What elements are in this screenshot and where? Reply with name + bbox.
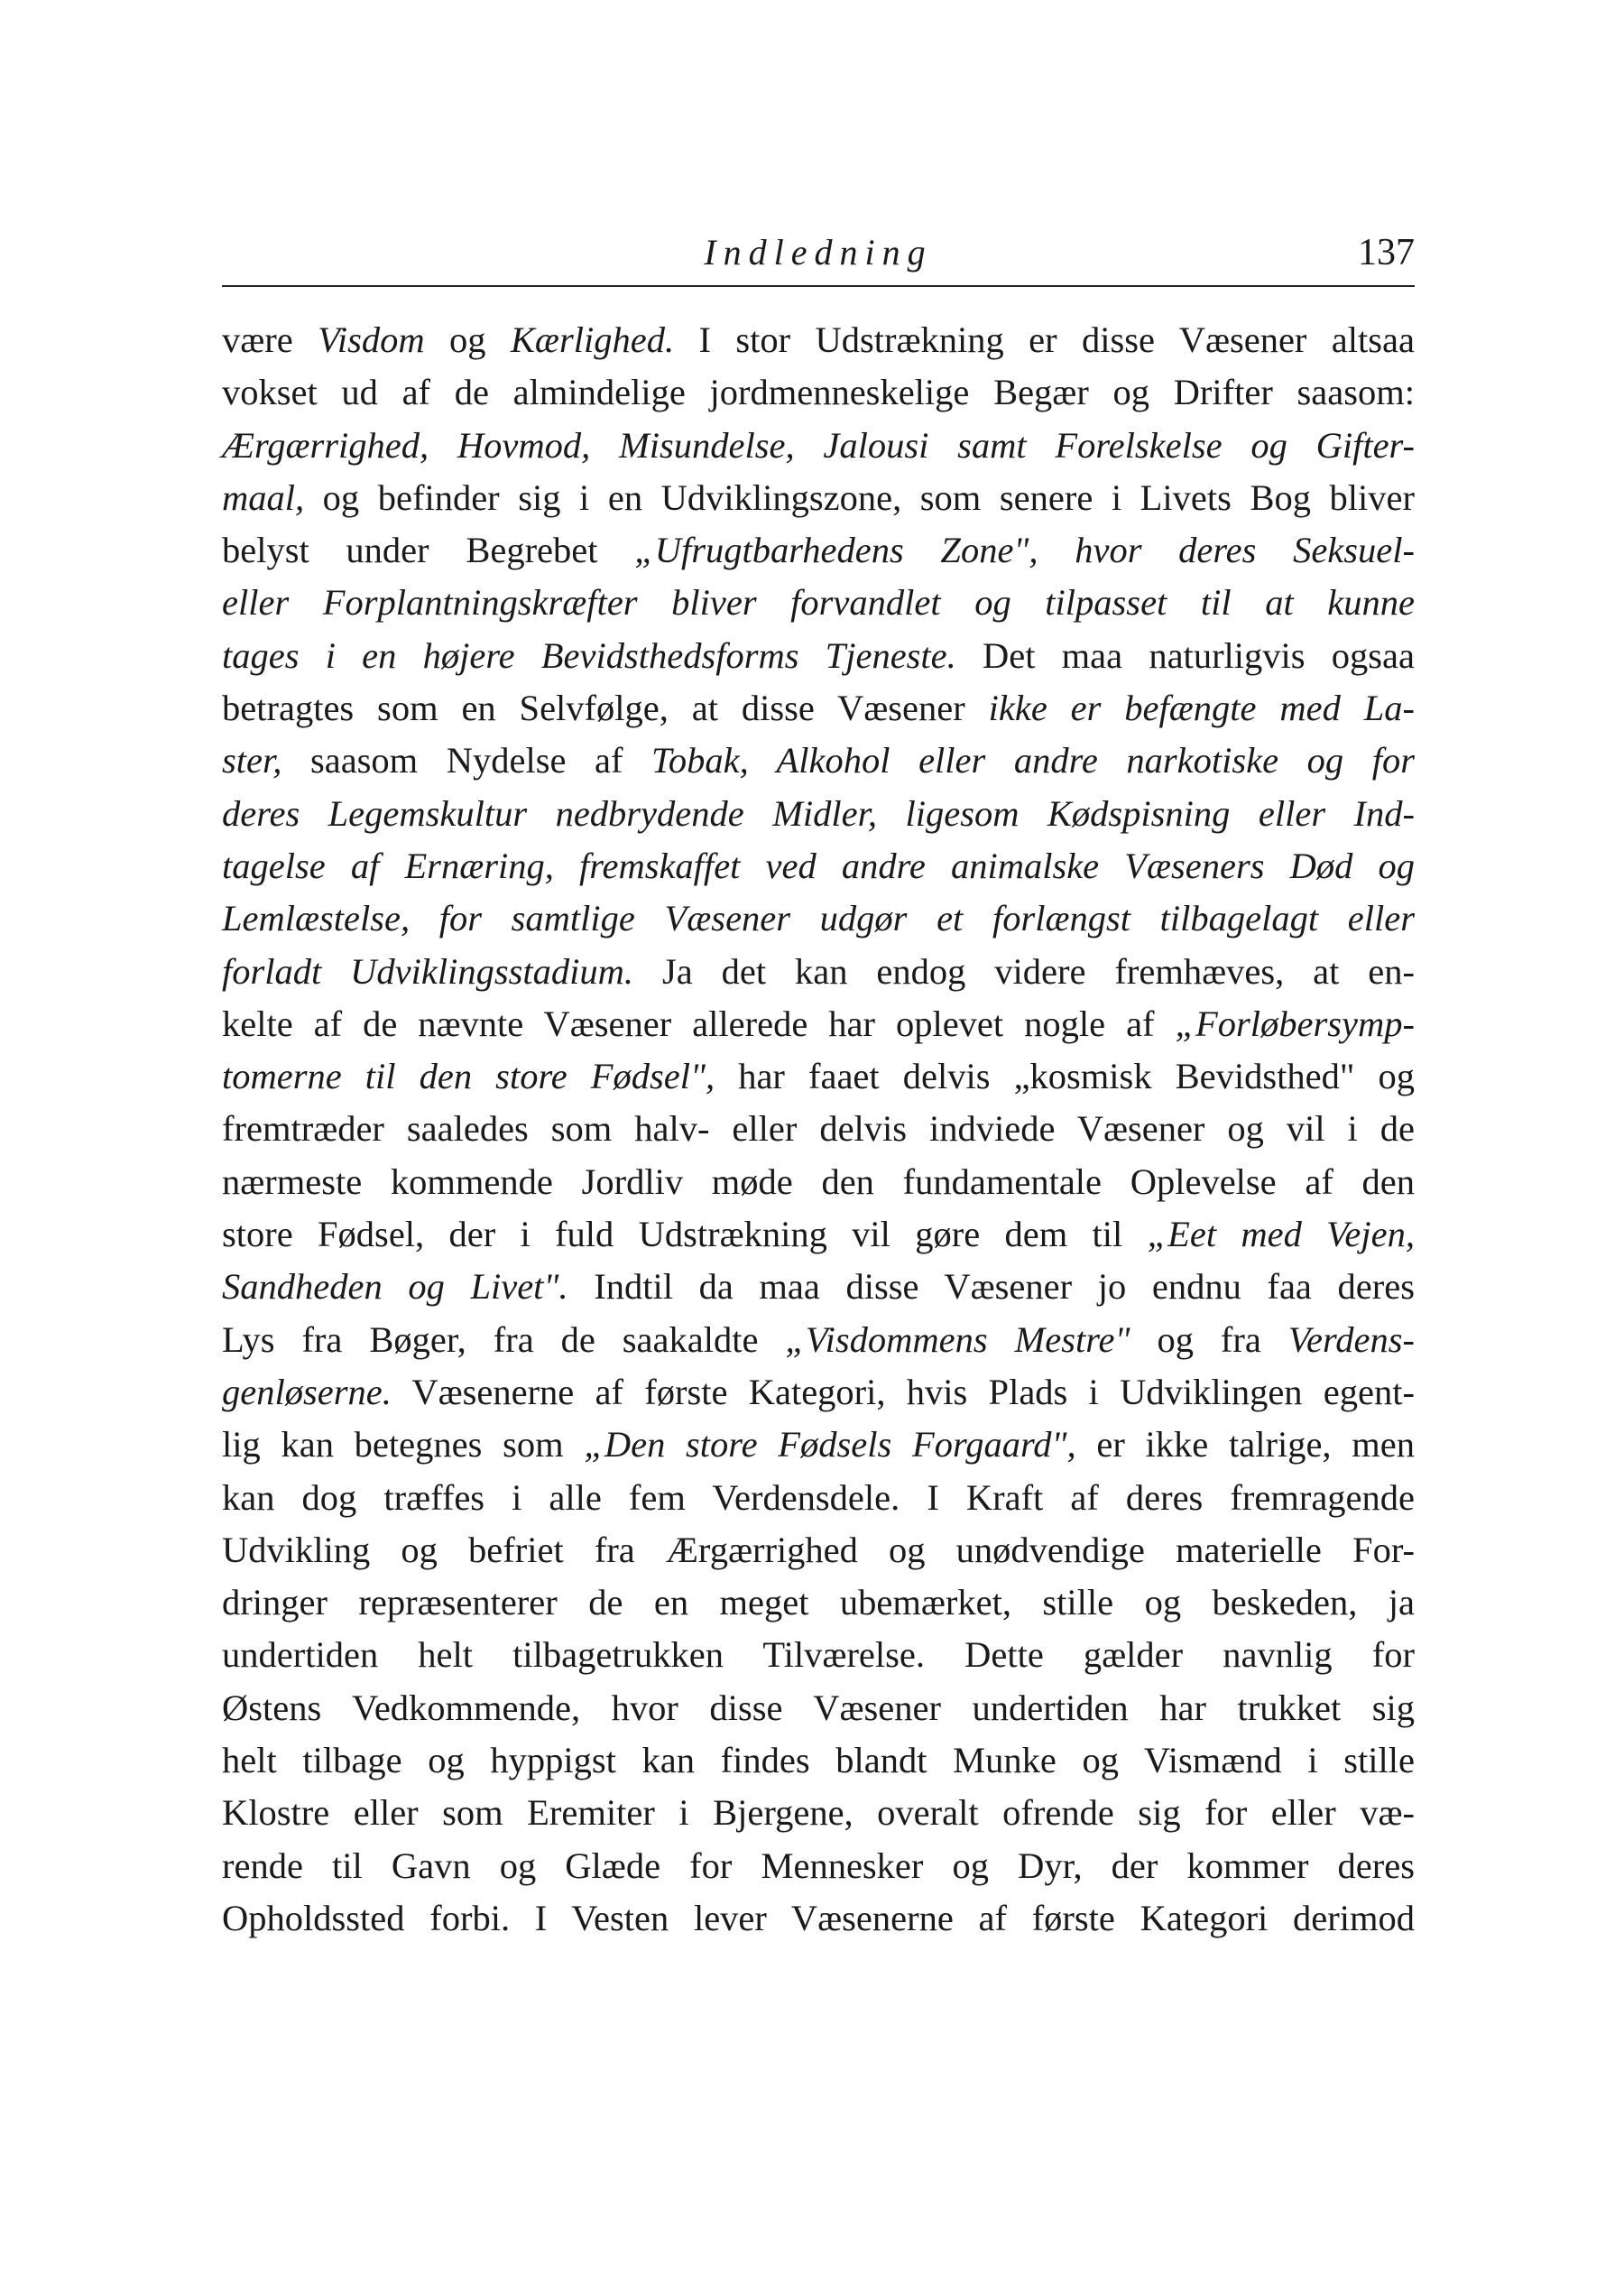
text-line: [222, 1892, 1415, 1945]
text-line: [222, 314, 1415, 366]
italic-segment: tagelse af Ernæring, fremskaffet ved andre animalske Væseners Død og: [222, 845, 1415, 886]
italic-segment: tomerne til den store Fødsel",: [222, 1056, 715, 1097]
text-segment: og fra: [1130, 1318, 1288, 1360]
italic-segment: „Eet med Vejen,: [1147, 1214, 1415, 1255]
text-segment: og: [424, 319, 511, 360]
italic-segment: genløserne.: [222, 1371, 392, 1412]
text-line: [222, 1682, 1415, 1734]
text-segment: Ja det kan endog videre fremhæves, at en-: [633, 950, 1416, 992]
text-line: [222, 946, 1415, 998]
text-segment: nærmeste kommende Jordliv møde den fundamentale Oplevelse af den: [222, 1160, 1415, 1202]
text-line: [222, 420, 1415, 472]
text-line: [222, 1261, 1415, 1313]
text-segment: Væsenerne af første Kategori, hvis Plads i Udviklingen egent-: [391, 1371, 1415, 1412]
italic-segment: maal,: [222, 476, 305, 518]
text-line: [222, 1050, 1415, 1103]
text-segment: vokset ud af de almindelige jordmenneskelige Begær og Drifter saasom:: [222, 372, 1415, 413]
italic-segment: Lemlæstelse, for samtlige Væsener udgør et forlængst tilbagelagt eller: [222, 898, 1415, 939]
text-segment: Det maa naturligvis ogsaa: [955, 634, 1415, 676]
text-line: [222, 1734, 1415, 1787]
text-segment: undertiden helt tilbagetrukken Tilværelse. Dette gælder navnlig for: [222, 1634, 1415, 1676]
running-header: [222, 231, 1415, 285]
running-title: Indledning: [704, 232, 933, 273]
header-rule: [222, 285, 1415, 287]
text-line: [222, 1366, 1415, 1419]
text-line: [222, 892, 1415, 945]
text-line: [222, 1840, 1415, 1892]
italic-segment: Ærgærrighed, Hovmod, Misundelse, Jalousi samt Forelskelse og Gifter-: [222, 424, 1415, 466]
text-segment: belyst under Begrebet: [222, 530, 635, 571]
italic-segment: „Den store Fødsels Forgaard",: [584, 1424, 1076, 1465]
text-segment: er ikke talrige, men: [1075, 1424, 1416, 1465]
text-line: [222, 630, 1415, 682]
italic-segment: „Forløbersymp-: [1175, 1003, 1415, 1044]
text-line: [222, 1103, 1415, 1155]
text-line: [222, 998, 1415, 1050]
text-segment: rende til Gavn og Glæde for Mennesker og Dyr, der kommer deres: [222, 1845, 1415, 1886]
italic-segment: Sandheden og Livet".: [222, 1266, 568, 1308]
text-segment: Klostre eller som Eremiter i Bjergene, overalt ofrende sig for eller væ-: [222, 1792, 1415, 1834]
italic-segment: eller Forplantningskræfter bliver forvandlet og tilpasset til at kunne: [222, 582, 1415, 624]
text-line: [222, 1314, 1415, 1366]
text-segment: Udvikling og befriet fra Ærgærrighed og unødvendige materielle For-: [222, 1529, 1415, 1570]
italic-segment: „Visdommens Mestre": [785, 1318, 1130, 1360]
text-line: [222, 1524, 1415, 1576]
body-text: [222, 314, 1415, 1945]
italic-segment: deres Legemskultur nedbrydende Midler, ligesom Kødspisning eller Ind-: [222, 792, 1415, 834]
text-segment: lig kan betegnes som: [222, 1424, 585, 1465]
text-line: [222, 682, 1415, 735]
italic-segment: forladt Udviklingsstadium.: [222, 950, 634, 992]
italic-segment: Tobak, Alkohol eller andre narkotiske og for: [651, 740, 1415, 781]
text-segment: kan dog træffes i alle fem Verdensdele. I Kraft af deres fremragende: [222, 1476, 1415, 1518]
text-segment: store Fødsel, der i fuld Udstrækning vil gøre dem til: [222, 1214, 1148, 1255]
text-line: [222, 577, 1415, 629]
italic-segment: ikke er befængte med La-: [988, 688, 1416, 729]
text-segment: og befinder sig i en Udviklingszone, som senere i Livets Bog bliver: [304, 476, 1415, 518]
text-line: [222, 1576, 1415, 1629]
text-line: [222, 1208, 1415, 1261]
text-line: [222, 788, 1415, 840]
italic-segment: Visdom: [318, 319, 425, 360]
text-segment: Lys fra Bøger, fra de saakaldte: [222, 1318, 786, 1360]
page-number: 137: [1358, 232, 1415, 273]
text-segment: har faaet delvis „kosmisk Bevidsthed" og: [715, 1056, 1415, 1097]
italic-segment: Kærlighed.: [510, 319, 675, 360]
text-segment: I stor Udstrækning er disse Væsener altsaa: [674, 319, 1415, 360]
text-line: [222, 472, 1415, 524]
text-segment: Indtil da maa disse Væsener jo endnu faa deres: [567, 1266, 1415, 1308]
text-line: [222, 1156, 1415, 1208]
text-line: [222, 1472, 1415, 1524]
text-segment: saasom Nydelse af: [281, 740, 652, 781]
text-segment: Opholdssted forbi. I Vesten lever Væsenerne af første Kategori derimod: [222, 1897, 1415, 1938]
text-segment: være: [222, 319, 318, 360]
text-line: [222, 1629, 1415, 1681]
text-segment: betragtes som en Selvfølge, at disse Væsener: [222, 688, 989, 729]
text-segment: dringer repræsenterer de en meget ubemærket, stille og beskeden, ja: [222, 1582, 1415, 1623]
italic-segment: „Ufrugtbarhedens Zone", hvor deres Seksuel-: [634, 530, 1415, 571]
text-line: [222, 1419, 1415, 1471]
text-line: [222, 524, 1415, 577]
text-line: [222, 1787, 1415, 1839]
text-segment: helt tilbage og hyppigst kan findes blandt Munke og Vismænd i stille: [222, 1740, 1415, 1781]
italic-segment: ster,: [222, 740, 282, 781]
text-segment: fremtræder saaledes som halv- eller delvis indviede Væsener og vil i de: [222, 1108, 1415, 1150]
italic-segment: Verdens-: [1287, 1318, 1415, 1360]
text-line: [222, 840, 1415, 892]
text-line: [222, 735, 1415, 787]
text-segment: kelte af de nævnte Væsener allerede har oplevet nogle af: [222, 1003, 1176, 1044]
text-segment: Østens Vedkommende, hvor disse Væsener undertiden har trukket sig: [222, 1687, 1415, 1728]
italic-segment: tages i en højere Bevidsthedsforms Tjeneste.: [222, 634, 956, 676]
text-line: [222, 366, 1415, 419]
